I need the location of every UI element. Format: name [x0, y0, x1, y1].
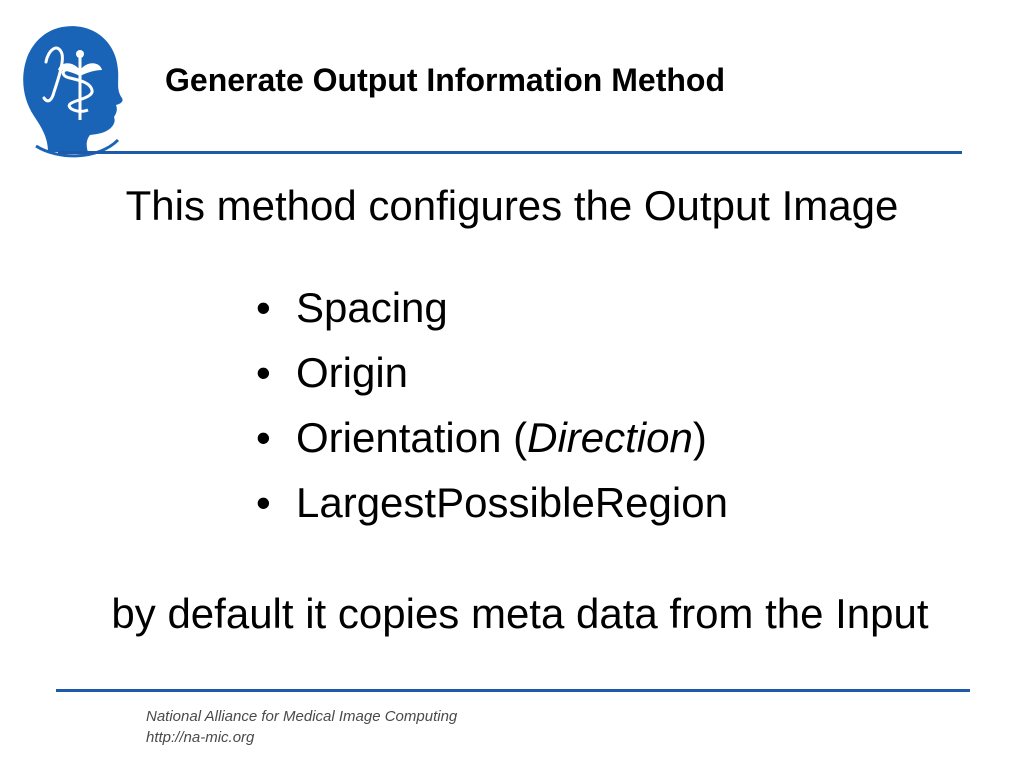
slicer-logo-icon [18, 20, 128, 160]
bullet-list [256, 280, 728, 540]
footer-url: http://na-mic.org [146, 729, 255, 746]
footer-divider [56, 689, 970, 692]
bullet-text-italic: Direction [527, 414, 693, 461]
bullet-item [256, 345, 728, 410]
bullet-item [256, 410, 728, 475]
bullet-dot-icon: • [256, 349, 271, 396]
bullet-dot-icon: • [256, 284, 271, 331]
title-divider [58, 151, 962, 154]
bullet-text: LargestPossibleRegion [296, 479, 728, 526]
footer-organization: National Alliance for Medical Image Computing [146, 708, 458, 725]
slide-title: Generate Output Information Method [165, 62, 725, 98]
bullet-item [256, 280, 728, 345]
intro-text: This method configures the Output Image [125, 182, 899, 229]
bullet-text: Spacing [296, 284, 448, 331]
footer [146, 706, 457, 748]
bullet-text-before: Orientation ( [296, 414, 528, 461]
bullet-item [256, 475, 728, 540]
bullet-text [296, 410, 707, 465]
bullet-dot-icon: • [256, 414, 271, 461]
outro-text: by default it copies meta data from the Input [111, 590, 929, 637]
bullet-text-after: ) [692, 414, 707, 461]
bullet-text: Origin [296, 349, 409, 396]
bullet-dot-icon: • [256, 479, 271, 526]
